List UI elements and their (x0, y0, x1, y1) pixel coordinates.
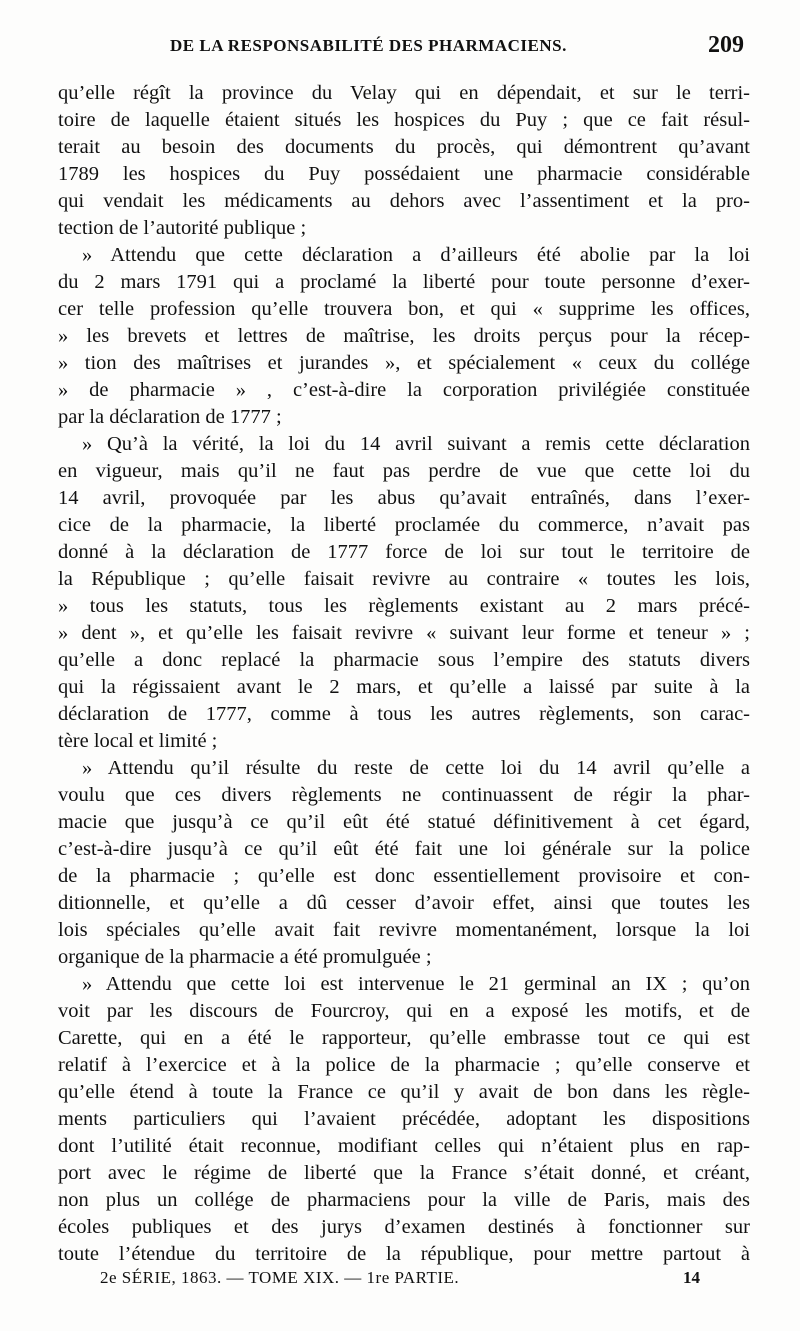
text-line: qu’elle étend à toute la France ce qu’il y avait de bon dans les règle- (58, 1081, 750, 1103)
text-line: qui vendait les médicaments au dehors avec l’assentiment et la pro- (58, 190, 750, 212)
text-line: ditionnelle, et qu’elle a dû cesser d’avoir effet, ainsi que toutes les (58, 892, 750, 914)
text-line: » Attendu que cette déclaration a d’ailleurs été abolie par la loi (82, 244, 750, 266)
text-line: déclaration de 1777, comme à tous les autres règlements, son carac- (58, 703, 750, 725)
text-line: lois spéciales qu’elle avait fait revivre momentanément, lorsque la loi (58, 919, 750, 941)
text-line: toire de laquelle étaient situés les hospices du Puy ; que ce fait résul- (58, 109, 750, 131)
running-head (58, 32, 748, 66)
text-line: qui la régissaient avant le 2 mars, et qu’elle a laissé par suite à la (58, 676, 750, 698)
text-line: tère local et limité ; (58, 730, 218, 752)
text-line: » Attendu que cette loi est intervenue le 21 germinal an IX ; qu’on (82, 973, 750, 995)
text-line: toute l’étendue du territoire de la république, pour mettre partout à (58, 1243, 750, 1265)
text-line: 14 avril, provoquée par les abus qu’avait entraînés, dans l’exer- (58, 487, 750, 509)
text-line: » de pharmacie » , c’est-à-dire la corporation privilégiée constituée (58, 379, 750, 401)
running-title: DE LA RESPONSABILITÉ DES PHARMACIENS. (170, 36, 567, 55)
text-line: » Qu’à la vérité, la loi du 14 avril suivant a remis cette déclaration (82, 433, 750, 455)
text-line: non plus un collége de pharmaciens pour la ville de Paris, mais des (58, 1189, 750, 1211)
page-number: 209 (708, 32, 744, 58)
text-line: port avec le régime de liberté que la France s’était donné, et créant, (58, 1162, 750, 1184)
text-line: donné à la déclaration de 1777 force de loi sur tout le territoire de (58, 541, 750, 563)
sheet-number: 14 (683, 1268, 700, 1287)
text-line: cice de la pharmacie, la liberté proclamée du commerce, n’avait pas (58, 514, 750, 536)
text-line: la République ; qu’elle faisait revivre au contraire « toutes les lois, (58, 568, 750, 590)
text-line: dont l’utilité était reconnue, modifiant celles qui n’étaient plus en rap- (58, 1135, 750, 1157)
text-line: cer telle profession qu’elle trouvera bon, et qui « supprime les offices, (58, 298, 750, 320)
text-line: tection de l’autorité publique ; (58, 217, 307, 239)
text-line: » Attendu qu’il résulte du reste de cette loi du 14 avril qu’elle a (82, 757, 750, 779)
text-line: » tous les statuts, tous les règlements existant au 2 mars précé- (58, 595, 750, 617)
text-line: voit par les discours de Fourcroy, qui en a exposé les motifs, et de (58, 1000, 750, 1022)
text-line: écoles publiques et des jurys d’examen destinés à fonctionner sur (58, 1216, 750, 1238)
text-line: ments particuliers qui l’avaient précédée, adoptant les dispositions (58, 1108, 750, 1130)
text-line: par la déclaration de 1777 ; (58, 406, 282, 428)
text-line: » tion des maîtrises et jurandes », et spécialement « ceux du collége (58, 352, 750, 374)
text-line: c’est-à-dire jusqu’à ce qu’il eût été fait une loi générale sur la police (58, 838, 750, 860)
text-line: macie que jusqu’à ce qu’il eût été statué définitivement à cet égard, (58, 811, 750, 833)
text-line: 1789 les hospices du Puy possédaient une pharmacie considérable (58, 163, 750, 185)
text-line: terait au besoin des documents du procès, qui démontrent qu’avant (58, 136, 750, 158)
text-line: » les brevets et lettres de maîtrise, les droits perçus pour la récep- (58, 325, 750, 347)
footer-signature: 2e SÉRIE, 1863. — TOME XIX. — 1re PARTIE. (100, 1268, 460, 1287)
text-line: en vigueur, mais qu’il ne faut pas perdre de vue que cette loi du (58, 460, 750, 482)
text-line: du 2 mars 1791 qui a proclamé la liberté pour toute personne d’exer- (58, 271, 750, 293)
text-line: Carette, qui en a été le rapporteur, qu’elle embrasse tout ce qui est (58, 1027, 750, 1049)
text-line: organique de la pharmacie a été promulguée ; (58, 946, 432, 968)
body-text (58, 80, 750, 1268)
text-line: de la pharmacie ; qu’elle est donc essentiellement provisoire et con- (58, 865, 750, 887)
text-line: qu’elle a donc replacé la pharmacie sous l’empire des statuts divers (58, 649, 750, 671)
page-footer (100, 1268, 700, 1294)
text-line: voulu que ces divers règlements ne continuassent de régir la phar- (58, 784, 750, 806)
text-line: » dent », et qu’elle les faisait revivre « suivant leur forme et teneur » ; (58, 622, 750, 644)
text-line: qu’elle régît la province du Velay qui en dépendait, et sur le terri- (58, 82, 750, 104)
text-line: relatif à l’exercice et à la police de la pharmacie ; qu’elle conserve et (58, 1054, 750, 1076)
